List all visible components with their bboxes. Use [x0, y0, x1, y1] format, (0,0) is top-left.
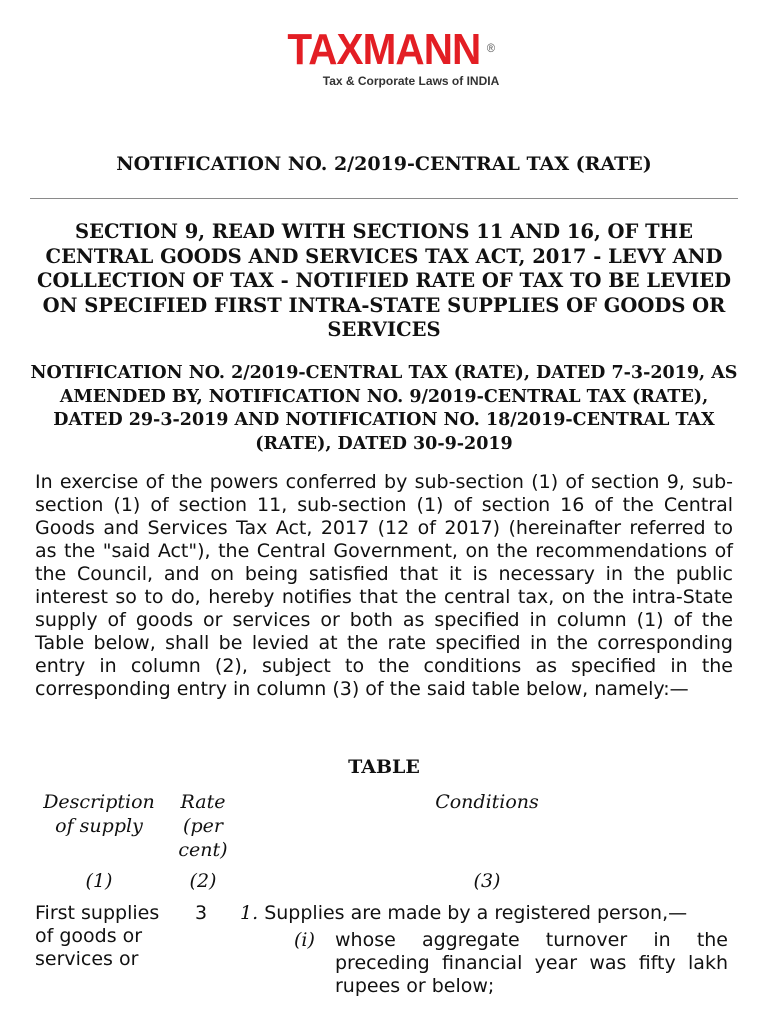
notification-title: NOTIFICATION NO. 2/2019-CENTRAL TAX (RATE) [116, 153, 652, 175]
notification-subheading: NOTIFICATION NO. 2/2019-CENTRAL TAX (RATE), DATED 7-3-2019, AS AMENDED BY, NOTIFICATION NO. 9/2019-CENTRAL TAX (RATE), DATED 29-3-2019 AND NOTIFICATION NO. 18/2019-CENTRAL TAX (RATE), DATED 30-9-2019 [30, 363, 738, 454]
registered-mark: ® [487, 41, 496, 55]
sub-condition-number: (i) [294, 929, 315, 951]
logo-wordmark [287, 25, 496, 74]
row-rate: 3 [194, 902, 208, 924]
condition-number: 1. [240, 902, 259, 924]
taxmann-logo [0, 25, 768, 88]
section-heading: SECTION 9, READ WITH SECTIONS 11 AND 16, OF THE CENTRAL GOODS AND SERVICES TAX ACT, 2017 - LEVY AND COLLECTION OF TAX - NOTIFIED RATE OF TAX TO BE LEVIED ON SPECIFIED FIRST INTRA-STATE SUPPLIES OF GOODS OR SERVICES [36, 220, 732, 341]
column-header-conditions: Conditions [435, 791, 539, 813]
row-description: First supplies of goods or services or [35, 902, 160, 970]
divider [30, 198, 738, 199]
condition-1 [240, 902, 734, 925]
column-number-2: (2) [189, 870, 217, 892]
table-title: TABLE [348, 756, 420, 778]
logo-wordmark-text: TAXMANN [287, 25, 481, 74]
column-number-3: (3) [473, 870, 501, 892]
column-header-rate: Rate (per cent) [178, 791, 228, 861]
body-paragraph: In exercise of the powers conferred by sub-section (1) of section 9, sub-section (1) of section 11, sub-section (1) of section 16 of the Central Goods and Services Tax Act, 2017 (12 of 2017) (hereinafter referred to as the "said Act"), the Central Government, on the recommendations of the Council, and on being satisfied that it is necessary in the public interest so to do, hereby notifies that the central tax, on the intra-State supply of goods or services or both as specified in column (1) of the Table below, shall be levied at the rate specified in the corresponding entry in column (2), subject to the conditions as specified in the corresponding entry in column (3) of the said table below, namely:— [35, 471, 733, 700]
column-header-description: Description of supply [43, 791, 155, 837]
column-number-1: (1) [85, 870, 113, 892]
condition-text: Supplies are made by a registered person,— [264, 902, 688, 924]
sub-condition-text: whose aggregate turnover in the preceding financial year was fifty lakh rupees or below; [335, 929, 728, 997]
logo-tagline: Tax & Corporate Laws of INDIA [322, 74, 500, 88]
